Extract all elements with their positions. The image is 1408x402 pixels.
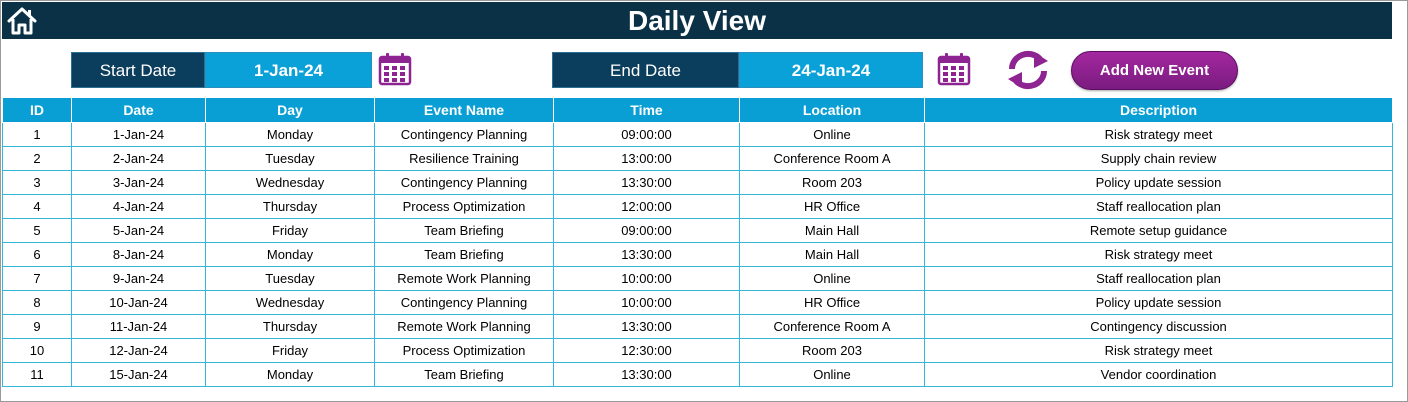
event-name-cell[interactable]: Contingency Planning — [375, 291, 554, 315]
title-bar — [2, 2, 1392, 39]
id-cell[interactable]: 6 — [3, 243, 72, 267]
description-cell[interactable]: Contingency discussion — [925, 315, 1393, 339]
location-cell[interactable]: Room 203 — [740, 171, 925, 195]
time-cell[interactable]: 12:00:00 — [554, 195, 740, 219]
day-cell[interactable]: Monday — [206, 123, 375, 147]
description-cell[interactable]: Risk strategy meet — [925, 243, 1393, 267]
events-table — [2, 97, 1393, 387]
location-cell[interactable]: Online — [740, 363, 925, 387]
date-cell[interactable]: 4-Jan-24 — [72, 195, 206, 219]
time-cell[interactable]: 10:00:00 — [554, 267, 740, 291]
date-cell[interactable]: 9-Jan-24 — [72, 267, 206, 291]
refresh-button[interactable] — [1004, 50, 1052, 90]
start-date-label: Start Date — [71, 52, 205, 88]
day-cell[interactable]: Monday — [206, 243, 375, 267]
start-date-calendar-button[interactable] — [377, 51, 413, 87]
date-cell[interactable]: 10-Jan-24 — [72, 291, 206, 315]
time-cell[interactable]: 13:30:00 — [554, 315, 740, 339]
refresh-icon — [1004, 50, 1052, 90]
description-cell[interactable]: Staff reallocation plan — [925, 267, 1393, 291]
column-header-event-name: Event Name — [375, 98, 554, 123]
page-title: Daily View — [627, 5, 766, 36]
column-header-day: Day — [206, 98, 375, 123]
add-new-event-button[interactable]: Add New Event — [1071, 51, 1238, 90]
table-row[interactable] — [3, 195, 1393, 219]
date-cell[interactable]: 1-Jan-24 — [72, 123, 206, 147]
description-cell[interactable]: Policy update session — [925, 171, 1393, 195]
end-date-calendar-button[interactable] — [936, 51, 972, 87]
day-cell[interactable]: Wednesday — [206, 291, 375, 315]
id-cell[interactable]: 4 — [3, 195, 72, 219]
day-cell[interactable]: Tuesday — [206, 147, 375, 171]
table-row[interactable] — [3, 147, 1393, 171]
event-name-cell[interactable]: Remote Work Planning — [375, 315, 554, 339]
column-header-location: Location — [740, 98, 925, 123]
id-cell[interactable]: 1 — [3, 123, 72, 147]
description-cell[interactable]: Staff reallocation plan — [925, 195, 1393, 219]
table-row[interactable] — [3, 315, 1393, 339]
event-name-cell[interactable]: Process Optimization — [375, 339, 554, 363]
day-cell[interactable]: Thursday — [206, 315, 375, 339]
date-cell[interactable]: 3-Jan-24 — [72, 171, 206, 195]
location-cell[interactable]: Conference Room A — [740, 147, 925, 171]
date-cell[interactable]: 5-Jan-24 — [72, 219, 206, 243]
day-cell[interactable]: Friday — [206, 219, 375, 243]
id-cell[interactable]: 5 — [3, 219, 72, 243]
description-cell[interactable]: Vendor coordination — [925, 363, 1393, 387]
event-name-cell[interactable]: Contingency Planning — [375, 171, 554, 195]
table-row[interactable] — [3, 363, 1393, 387]
id-cell[interactable]: 8 — [3, 291, 72, 315]
event-name-cell[interactable]: Team Briefing — [375, 363, 554, 387]
table-row[interactable] — [3, 219, 1393, 243]
time-cell[interactable]: 13:30:00 — [554, 363, 740, 387]
event-name-cell[interactable]: Resilience Training — [375, 147, 554, 171]
description-cell[interactable]: Policy update session — [925, 291, 1393, 315]
day-cell[interactable]: Tuesday — [206, 267, 375, 291]
location-cell[interactable]: Main Hall — [740, 219, 925, 243]
day-cell[interactable]: Thursday — [206, 195, 375, 219]
calendar-icon — [936, 51, 972, 87]
column-header-time: Time — [554, 98, 740, 123]
table-row[interactable] — [3, 123, 1393, 147]
end-date-label: End Date — [552, 52, 739, 88]
table-header-row — [3, 98, 1393, 123]
table-row[interactable] — [3, 339, 1393, 363]
event-name-cell[interactable]: Contingency Planning — [375, 123, 554, 147]
date-cell[interactable]: 12-Jan-24 — [72, 339, 206, 363]
event-name-cell[interactable]: Team Briefing — [375, 243, 554, 267]
id-cell[interactable]: 2 — [3, 147, 72, 171]
event-name-cell[interactable]: Team Briefing — [375, 219, 554, 243]
table-row[interactable] — [3, 291, 1393, 315]
time-cell[interactable]: 12:30:00 — [554, 339, 740, 363]
event-name-cell[interactable]: Process Optimization — [375, 195, 554, 219]
day-cell[interactable]: Monday — [206, 363, 375, 387]
start-date-field[interactable]: 1-Jan-24 — [205, 52, 372, 88]
location-cell[interactable]: HR Office — [740, 291, 925, 315]
id-cell[interactable]: 11 — [3, 363, 72, 387]
date-cell[interactable]: 8-Jan-24 — [72, 243, 206, 267]
description-cell[interactable]: Risk strategy meet — [925, 339, 1393, 363]
id-cell[interactable]: 10 — [3, 339, 72, 363]
location-cell[interactable]: Conference Room A — [740, 315, 925, 339]
column-header-description: Description — [925, 98, 1393, 123]
id-cell[interactable]: 7 — [3, 267, 72, 291]
date-cell[interactable]: 2-Jan-24 — [72, 147, 206, 171]
time-cell[interactable]: 13:30:00 — [554, 171, 740, 195]
end-date-field[interactable]: 24-Jan-24 — [739, 52, 923, 88]
time-cell[interactable]: 10:00:00 — [554, 291, 740, 315]
date-cell[interactable]: 15-Jan-24 — [72, 363, 206, 387]
event-name-cell[interactable]: Remote Work Planning — [375, 267, 554, 291]
day-cell[interactable]: Wednesday — [206, 171, 375, 195]
time-cell[interactable]: 09:00:00 — [554, 219, 740, 243]
date-cell[interactable]: 11-Jan-24 — [72, 315, 206, 339]
column-header-date: Date — [72, 98, 206, 123]
time-cell[interactable]: 09:00:00 — [554, 123, 740, 147]
table-row[interactable] — [3, 171, 1393, 195]
description-cell[interactable]: Remote setup guidance — [925, 219, 1393, 243]
location-cell[interactable]: Main Hall — [740, 243, 925, 267]
description-cell[interactable]: Risk strategy meet — [925, 123, 1393, 147]
id-cell[interactable]: 9 — [3, 315, 72, 339]
location-cell[interactable]: HR Office — [740, 195, 925, 219]
time-cell[interactable]: 13:30:00 — [554, 243, 740, 267]
location-cell[interactable]: Online — [740, 123, 925, 147]
time-cell[interactable]: 13:00:00 — [554, 147, 740, 171]
calendar-icon — [377, 51, 413, 87]
day-cell[interactable]: Friday — [206, 339, 375, 363]
description-cell[interactable]: Supply chain review — [925, 147, 1393, 171]
table-row[interactable] — [3, 243, 1393, 267]
column-header-id: ID — [3, 98, 72, 123]
location-cell[interactable]: Online — [740, 267, 925, 291]
location-cell[interactable]: Room 203 — [740, 339, 925, 363]
table-row[interactable] — [3, 267, 1393, 291]
id-cell[interactable]: 3 — [3, 171, 72, 195]
